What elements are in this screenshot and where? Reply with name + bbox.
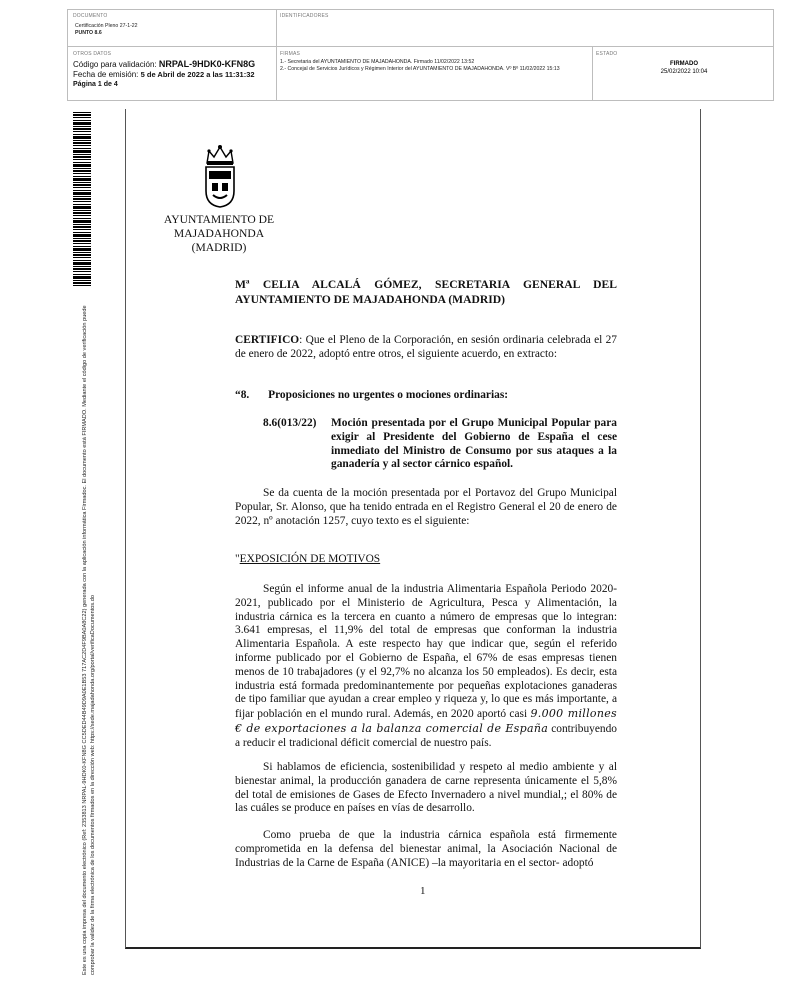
document-header xyxy=(67,9,774,101)
firmas-label: FIRMAS xyxy=(280,51,301,57)
firma-2: 2.- Concejal de Servicios Jurídicos y Régimen Interior del AYUNTAMIENTO DE MAJADAHONDA. Vº Bº 11/02/2022 15:13 xyxy=(280,66,560,72)
paragraph-1 xyxy=(235,583,617,751)
verification-side-text: Este es una copia impresa del documento electrónico (Ref: 2353813 NRPAL-9HDK0-KFN8G CC5DED44B49D9A0E1B53 717AC2D4F9BA0A8C22) generada con la aplicación informática Firmadoc. El documento está FIRMADO. Mediante el código de verificación puede comprobar la validez de la firma electrónica de los documentos firmados en la dirección web: https://sede.majadahonda.org/portal/verificaDocumentos.do xyxy=(82,305,96,975)
otros-datos-cell xyxy=(73,51,273,90)
exposicion-heading xyxy=(235,553,617,567)
firmas-cell xyxy=(280,51,588,73)
paragraph-2: Si hablamos de eficiencia, sostenibilidad y respeto al medio ambiente y al bienestar animal, la producción ganadera de carne representa únicamente el 5,8% del total de emisiones de Gases de Efecto Invernadero a nivel mundial,; el 80% de las cuáles se produce en países en vías de desarrollo. xyxy=(235,761,617,815)
estado-value: FIRMADO xyxy=(670,61,698,67)
motion-number: 8.6(013/22) xyxy=(263,417,317,429)
estado-fecha: 25/02/2022 10:04 xyxy=(660,69,708,75)
exposicion-quote: " xyxy=(235,553,240,565)
org-line1: AYUNTAMIENTO DE xyxy=(163,213,275,226)
emission-date: 5 de Abril de 2022 a las 11:31:32 xyxy=(140,70,255,79)
section-title: Proposiciones no urgentes o mociones ordinarias: xyxy=(268,389,509,401)
page-number: 1 xyxy=(420,885,426,897)
motion-title: Moción presentada por el Grupo Municipal Popular para exigir al Presidente del Gobierno de España el cese inmediato del Ministro de Consumo por sus ataques a la ganadería y al sector cárnico español. xyxy=(331,417,617,471)
validation-code[interactable]: NRPAL-9HDK0-KFN8G xyxy=(158,59,256,69)
documento-line2: PUNTO 8.6 xyxy=(75,30,102,36)
page-count: Página 1 de 4 xyxy=(73,81,118,88)
documento-cell xyxy=(73,13,273,37)
document-title: Mª CELIA ALCALÁ GÓMEZ, SECRETARIA GENERAL DEL AYUNTAMIENTO DE MAJADAHONDA (MADRID) xyxy=(235,278,617,306)
validation-code-line xyxy=(73,59,273,70)
exposicion-title: EXPOSICIÓN DE MOTIVOS xyxy=(239,553,381,565)
p1-text: Según el informe anual de la industria Alimentaria Española Periodo 2020-2021, publicado por el Ministerio de Agricultura, Pesca y Alimentación, la industria cárnica es la tercera en cuanto a número de empresas que lo integran: 3.641 empresas, el 11,9% del total de empresas que conforman la industria Alimentaria Española. A este respecto hay que indicar que, según el referido informe publicado por el Gobierno de España, el 67% de esas empresas tienen menos de 10 trabajadores (y el 92,7% no alcanza los 50 empleados). Es decir, esta industria está formada predominantemente por pequeñas explotaciones ganaderas de tipo familiar que ayudan a crear empleo y riqueza y, lo que es más importante, a fijar población en el mundo rural. Además, en 2020 aportó casi xyxy=(235,583,617,721)
org-line2: MAJADAHONDA xyxy=(173,227,265,240)
identificadores-cell xyxy=(280,13,329,19)
organization-name xyxy=(157,213,281,255)
fecha-label: Fecha de emisión: xyxy=(73,70,139,79)
estado-label: ESTADO xyxy=(596,51,618,57)
motion-heading xyxy=(263,417,617,472)
section-number: “8. xyxy=(235,389,250,401)
documento-label: DOCUMENTO xyxy=(73,13,108,19)
firma-1: 1.- Secretaria del AYUNTAMIENTO DE MAJADAHONDA. Firmado 11/02/2022 13:52 xyxy=(280,59,475,65)
p1-end: contribuyendo a reducir el tradicional déficit comercial de nuestro país. xyxy=(235,722,617,749)
p1-highlight: 9.000 millones € de exportaciones a la balanza comercial de España xyxy=(235,707,617,735)
documento-line1: Certificación Pleno 27-1-22 xyxy=(75,23,138,29)
org-line3: (MADRID) xyxy=(191,241,247,254)
certifico-label: CERTIFICO xyxy=(235,334,300,346)
identificadores-label: IDENTIFICADORES xyxy=(280,13,329,19)
estado-cell xyxy=(596,51,772,76)
section-heading xyxy=(235,389,617,403)
coat-of-arms-icon xyxy=(201,143,239,209)
intro-paragraph: Se da cuenta de la moción presentada por el Portavoz del Grupo Municipal Popular, Sr. Alonso, que ha tenido entrada en el Registro General el 20 de enero de 2022, nº anotación 1257, cuyo texto es el siguiente: xyxy=(235,487,617,527)
otros-datos-label: OTROS DATOS xyxy=(73,51,112,57)
certifico-text: : Que el Pleno de la Corporación, en sesión ordinaria celebrada el 27 de enero de 2022, adoptó entre otros, el siguiente acuerdo, en extracto: xyxy=(235,334,617,360)
emission-date-line xyxy=(73,70,273,80)
paragraph-3: Como prueba de que la industria cárnica española está firmemente comprometida en la defensa del bienestar animal, la Asociación Nacional de Industrias de la Carne de España (ANICE) –la mayoritaria en el sector- adoptó xyxy=(235,829,617,869)
certifico-paragraph xyxy=(235,334,617,362)
codigo-label: Código para validación: xyxy=(73,60,157,69)
barcode xyxy=(73,112,91,287)
